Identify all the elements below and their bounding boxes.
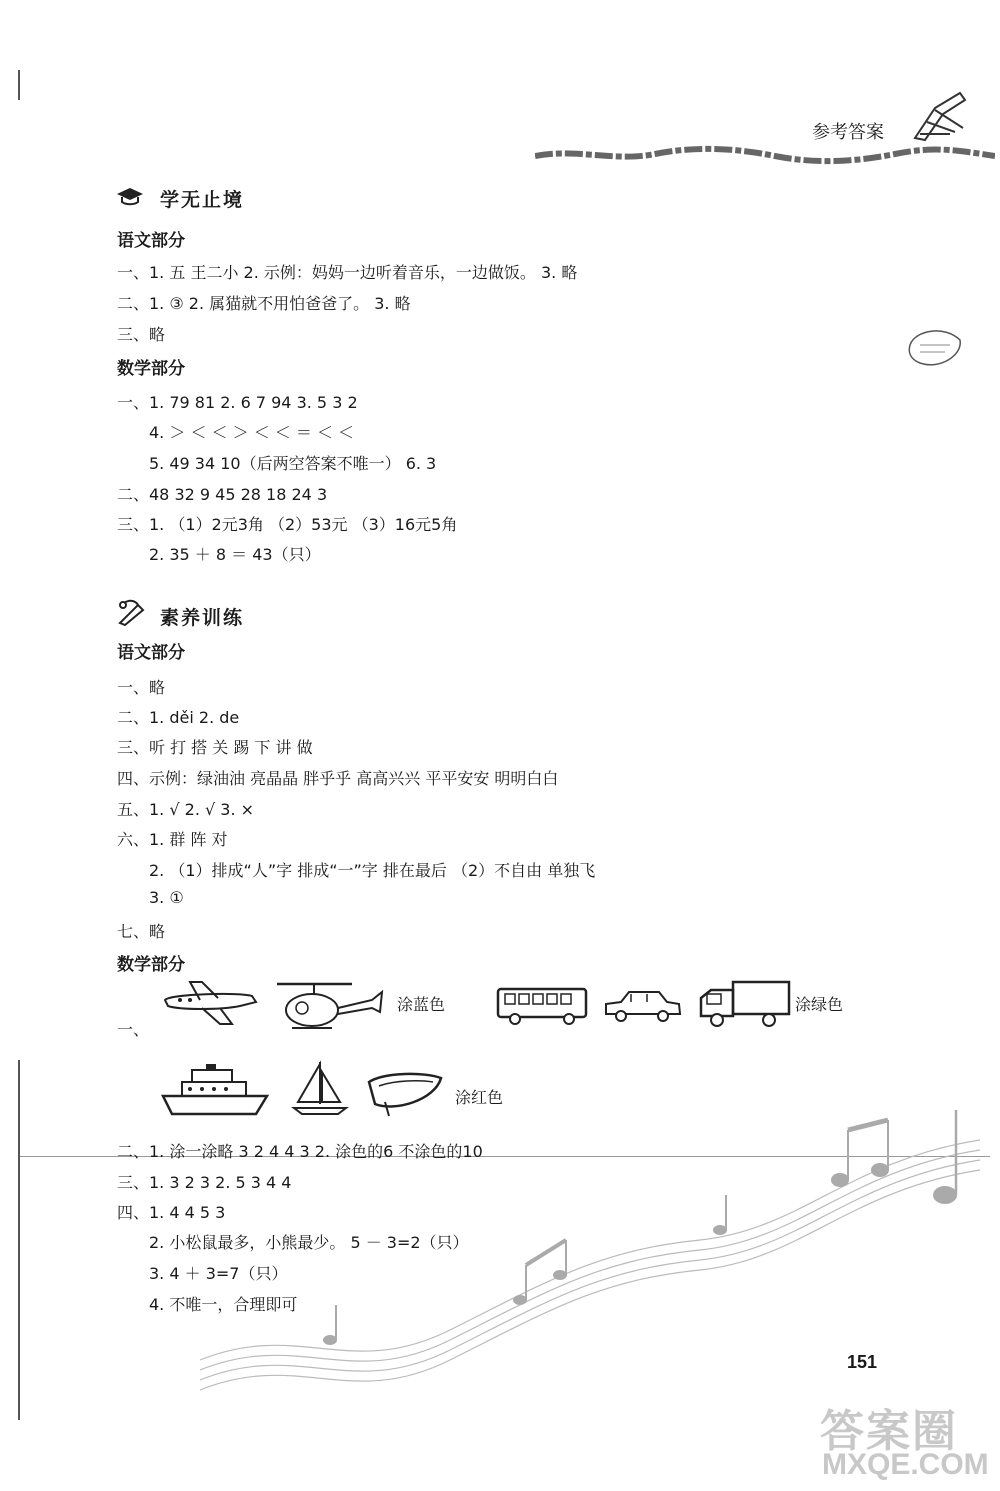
answer-line: 一、1. 五 王二小 2. 示例：妈妈一边听着音乐，一边做饭。 3. 略 [117, 263, 578, 282]
answer-line: 三、1. 3 2 3 2. 5 3 4 4 [117, 1173, 292, 1192]
answer-line: 二、1. děi 2. de [117, 708, 240, 727]
graduation-cap-icon [116, 186, 144, 206]
answer-line: 3. 4 ＋ 3=7（只） [149, 1264, 288, 1283]
paint-green-label: 涂绿色 [795, 995, 844, 1014]
watermark-brand: 答案圈 [820, 1406, 958, 1457]
leaf-note-icon [905, 325, 965, 370]
margin-line-bottom [18, 1060, 20, 1420]
paint-red-label: 涂红色 [455, 1088, 504, 1107]
answer-line: 三、1. （1）2元3角 （2）53元 （3）16元5角 [117, 515, 458, 534]
chinese-part-title-2: 语文部分 [117, 643, 185, 663]
truck-icon [697, 978, 792, 1030]
airplane-icon [160, 978, 260, 1028]
answer-line: 5. 49 34 10（后两空答案不唯一） 6. 3 [149, 454, 437, 473]
answer-line: 2. 小松鼠最多，小熊最少。 5 － 3=2（只） [149, 1233, 469, 1252]
answer-line: 4. ＞ ＜ ＜ ＞ ＜ ＜ ＝ ＜ ＜ [149, 423, 355, 442]
helicopter-icon [272, 978, 387, 1033]
bus-icon [495, 985, 590, 1027]
margin-line-top [18, 70, 20, 100]
paint-blue-label: 涂蓝色 [397, 995, 446, 1014]
answer-line: 三、听 打 搭 关 踢 下 讲 做 [117, 738, 313, 757]
answer-line: 四、示例：绿油油 亮晶晶 胖乎乎 高高兴兴 平平安安 明明白白 [117, 769, 559, 788]
header-title: 参考答案 [812, 122, 884, 143]
car-icon [603, 988, 683, 1024]
answer-line: 4. 不唯一，合理即可 [149, 1295, 298, 1314]
page-number: 151 [847, 1352, 878, 1372]
chinese-part-title-1: 语文部分 [117, 231, 185, 251]
answer-line: 五、1. √ 2. √ 3. × [117, 800, 255, 819]
scroll-pencil-icon [116, 597, 146, 627]
answer-line: 2. 35 ＋ 8 ＝ 43（只） [149, 545, 321, 564]
answer-line: 七、略 [117, 922, 166, 941]
answer-line: 一、略 [117, 678, 166, 697]
answer-line: 四、1. 4 4 5 3 [117, 1203, 226, 1222]
deck-chair-icon [905, 88, 975, 148]
question-label: 一、 [117, 1020, 150, 1039]
section-title-1: 学无止境 [160, 189, 245, 211]
answer-line: 六、1. 群 阵 对 [117, 830, 228, 849]
answer-line: 一、1. 79 81 2. 6 7 94 3. 5 3 2 [117, 393, 358, 412]
watermark-url: MXQE.COM [822, 1448, 989, 1481]
answer-line: 三、略 [117, 325, 166, 344]
answer-line: 2. （1）排成“人”字 排成“一”字 排在最后 （2）不自由 单独飞 [149, 861, 596, 880]
math-part-title-1: 数学部分 [117, 359, 185, 379]
answer-line: 二、48 32 9 45 28 18 24 3 [117, 485, 328, 504]
math-part-title-2: 数学部分 [117, 955, 185, 975]
answer-line: 二、1. ③ 2. 属猫就不用怕爸爸了。 3. 略 [117, 294, 411, 313]
answer-line: 二、1. 涂一涂略 3 2 4 4 3 2. 涂色的6 不涂色的10 [117, 1142, 483, 1161]
answer-line: 3. ① [149, 888, 184, 907]
section-title-2: 素养训练 [160, 607, 245, 629]
